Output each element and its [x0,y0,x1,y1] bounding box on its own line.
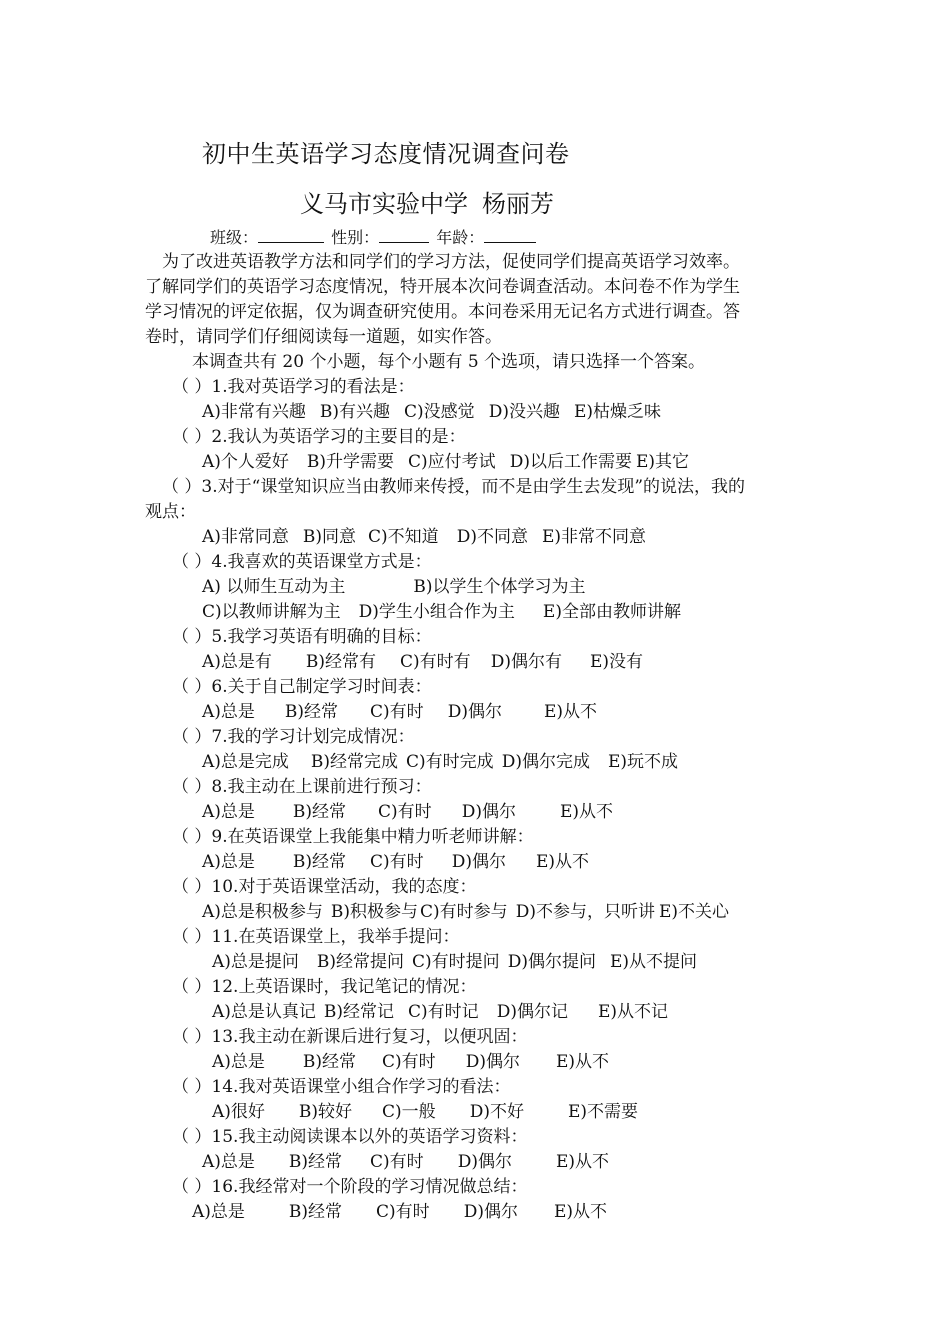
class-blank[interactable] [258,228,324,243]
question-options [212,1001,668,1023]
option[interactable]: C)有时提问 [412,952,500,972]
option[interactable]: E)全部由教师讲解 [542,602,681,622]
option[interactable]: D)偶尔完成 [501,752,590,772]
option[interactable]: D)偶尔 [461,802,516,822]
option[interactable]: A)个人爱好 [202,452,289,472]
option[interactable]: B)较好 [298,1102,353,1122]
option[interactable]: E)从不 [543,702,597,722]
question-text: （ ）7.我的学习计划完成情况： [172,727,415,747]
question-text: （ ）14.我对英语课堂小组合作学习的看法： [172,1077,511,1097]
option[interactable]: B)以学生个体学习为主 [413,577,586,597]
question-text: （ ）9.在英语课堂上我能集中精力听老师讲解： [172,827,534,847]
question-text: （ ）12.上英语课时，我记笔记的情况： [172,977,477,997]
question-text-continued: 观点： [145,502,196,522]
option[interactable]: C)有时 [376,1202,430,1222]
option[interactable]: D)不同意 [456,527,528,547]
age-label: 年龄： [436,228,485,247]
option[interactable]: B)经常 [292,852,347,872]
option[interactable]: E)不需要 [567,1102,638,1122]
page-title: 初中生英语学习态度情况调查问卷 [202,140,570,168]
option[interactable]: A) 以师生互动为主 [202,577,346,597]
option[interactable]: D)不参与，只听讲 [515,902,655,922]
option[interactable]: E)没有 [589,652,643,672]
gender-label: 性别： [331,228,380,247]
option[interactable]: C)有时 [382,1052,436,1072]
option[interactable]: D)不好 [469,1102,524,1122]
question-options [202,526,646,548]
option[interactable]: D)偶尔 [465,1052,520,1072]
question-text: （ ）8.我主动在上课前进行预习： [172,777,432,797]
option[interactable]: C)有时 [370,1152,424,1172]
option[interactable]: B)经常 [292,802,347,822]
option[interactable]: E)从不 [555,1052,609,1072]
intro-line: 卷时，请同学们仔细阅读每一道题，如实作答。 [145,327,502,347]
option[interactable]: E)从不提问 [609,952,697,972]
option[interactable]: C)有时 [378,802,432,822]
option[interactable]: B)经常 [284,702,339,722]
info-line [210,227,536,249]
option[interactable]: C)不知道 [368,527,439,547]
option[interactable]: E)从不记 [597,1002,668,1022]
option[interactable]: B)经常 [288,1152,343,1172]
option[interactable]: C)没感觉 [404,402,475,422]
option[interactable]: A)总是完成 [202,752,289,772]
gender-blank[interactable] [379,228,429,243]
option[interactable]: B)有兴趣 [319,402,391,422]
option[interactable]: A)很好 [212,1102,265,1122]
option[interactable]: C)以教师讲解为主 [202,602,341,622]
option[interactable]: D)以后工作需要 [509,452,632,472]
option[interactable]: B)同意 [302,527,357,547]
option[interactable]: B)经常有 [305,652,377,672]
age-blank[interactable] [484,228,536,243]
option[interactable]: B)经常 [302,1052,357,1072]
option[interactable]: A)非常有兴趣 [202,402,306,422]
option[interactable]: A)总是 [192,1202,245,1222]
option[interactable]: A)总是有 [202,652,272,672]
question-options [202,701,597,723]
option[interactable]: C)有时 [370,852,424,872]
question-options [202,901,729,923]
option[interactable]: B)经常 [288,1202,343,1222]
question-options [202,451,689,473]
option[interactable]: A)总是积极参与 [202,902,323,922]
question-options [212,1051,609,1073]
option[interactable]: A)总是认真记 [212,1002,316,1022]
option[interactable]: D)偶尔 [457,1152,512,1172]
question-options [202,401,661,423]
question-options [202,851,589,873]
question-text: （ ）10.对于英语课堂活动，我的态度： [172,877,477,897]
option[interactable]: C)有时参与 [420,902,508,922]
option[interactable]: B)积极参与 [330,902,419,922]
instruction-text: 本调查共有 20 个小题，每个小题有 5 个选项，请只选择一个答案。 [192,352,706,372]
question-options [202,1151,609,1173]
question-options [202,801,613,823]
author-school: 义马市实验中学 [300,190,468,218]
intro-line: 学习情况的评定依据，仅为调查研究使用。本问卷采用无记名方式进行调查。答 [145,302,740,322]
option[interactable]: C)有时完成 [406,752,494,772]
option[interactable]: C)有时有 [400,652,471,672]
question-text: （ ）5.我学习英语有明确的目标： [172,627,432,647]
option[interactable]: E)枯燥乏味 [573,402,661,422]
question-options [202,601,681,623]
author-line [300,184,554,219]
question-text: （ ）4.我喜欢的英语课堂方式是： [172,552,432,572]
option[interactable]: B)经常完成 [310,752,399,772]
option[interactable]: B)经常提问 [316,952,405,972]
option[interactable]: A)非常同意 [202,527,289,547]
question-text: （ ）11.在英语课堂上，我举手提问： [172,927,460,947]
question-text: （ ）16.我经常对一个阶段的学习情况做总结： [172,1177,528,1197]
question-text: （ ）1.我对英语学习的看法是： [172,377,415,397]
author-name: 杨丽芳 [482,190,554,218]
question-options [212,1101,638,1123]
option[interactable]: A)总是 [202,1152,255,1172]
option[interactable]: E)玩不成 [607,752,678,772]
intro-line: 了解同学们的英语学习态度情况，特开展本次问卷调查活动。本问卷不作为学生 [145,277,740,297]
option[interactable]: D)偶尔 [463,1202,518,1222]
option[interactable]: D)偶尔记 [496,1002,568,1022]
option[interactable]: C)一般 [382,1102,436,1122]
option[interactable]: E)其它 [635,452,689,472]
option[interactable]: D)偶尔 [447,702,502,722]
option[interactable]: D)偶尔提问 [507,952,596,972]
question-options [202,651,643,673]
class-label: 班级： [210,228,259,247]
option[interactable]: E)从不 [559,802,613,822]
option[interactable]: A)总是 [212,1052,265,1072]
option[interactable]: A)总是 [202,852,255,872]
option[interactable]: A)总是提问 [212,952,299,972]
question-options [212,951,697,973]
question-options [202,751,678,773]
option[interactable]: E)从不 [535,852,589,872]
option[interactable]: A)总是 [202,802,255,822]
option[interactable]: A)总是 [202,702,255,722]
question-text: （ ）3.对于“课堂知识应当由教师来传授，而不是由学生去发现”的说法，我的 [162,477,746,497]
option[interactable]: E)非常不同意 [541,527,646,547]
question-text: （ ）13.我主动在新课后进行复习，以便巩固： [172,1027,528,1047]
question-options [192,1201,607,1223]
option[interactable]: C)应付考试 [408,452,496,472]
option[interactable]: C)有时 [370,702,424,722]
intro-line: 为了改进英语教学方法和同学们的学习方法，促使同学们提高英语学习效率。 [162,252,740,272]
option[interactable]: D)没兴趣 [488,402,560,422]
option[interactable]: E)从不 [555,1152,609,1172]
option[interactable]: C)有时记 [408,1002,479,1022]
question-options [202,576,585,598]
question-text: （ ）15.我主动阅读课本以外的英语学习资料： [172,1127,528,1147]
option[interactable]: D)偶尔有 [490,652,562,672]
option[interactable]: D)偶尔 [451,852,506,872]
option[interactable]: E)不关心 [658,902,729,922]
option[interactable]: B)经常记 [323,1002,395,1022]
question-text: （ ）2.我认为英语学习的主要目的是： [172,427,466,447]
option[interactable]: B)升学需要 [306,452,395,472]
option[interactable]: E)从不 [553,1202,607,1222]
question-text: （ ）6.关于自己制定学习时间表： [172,677,432,697]
option[interactable]: D)学生小组合作为主 [358,602,515,622]
